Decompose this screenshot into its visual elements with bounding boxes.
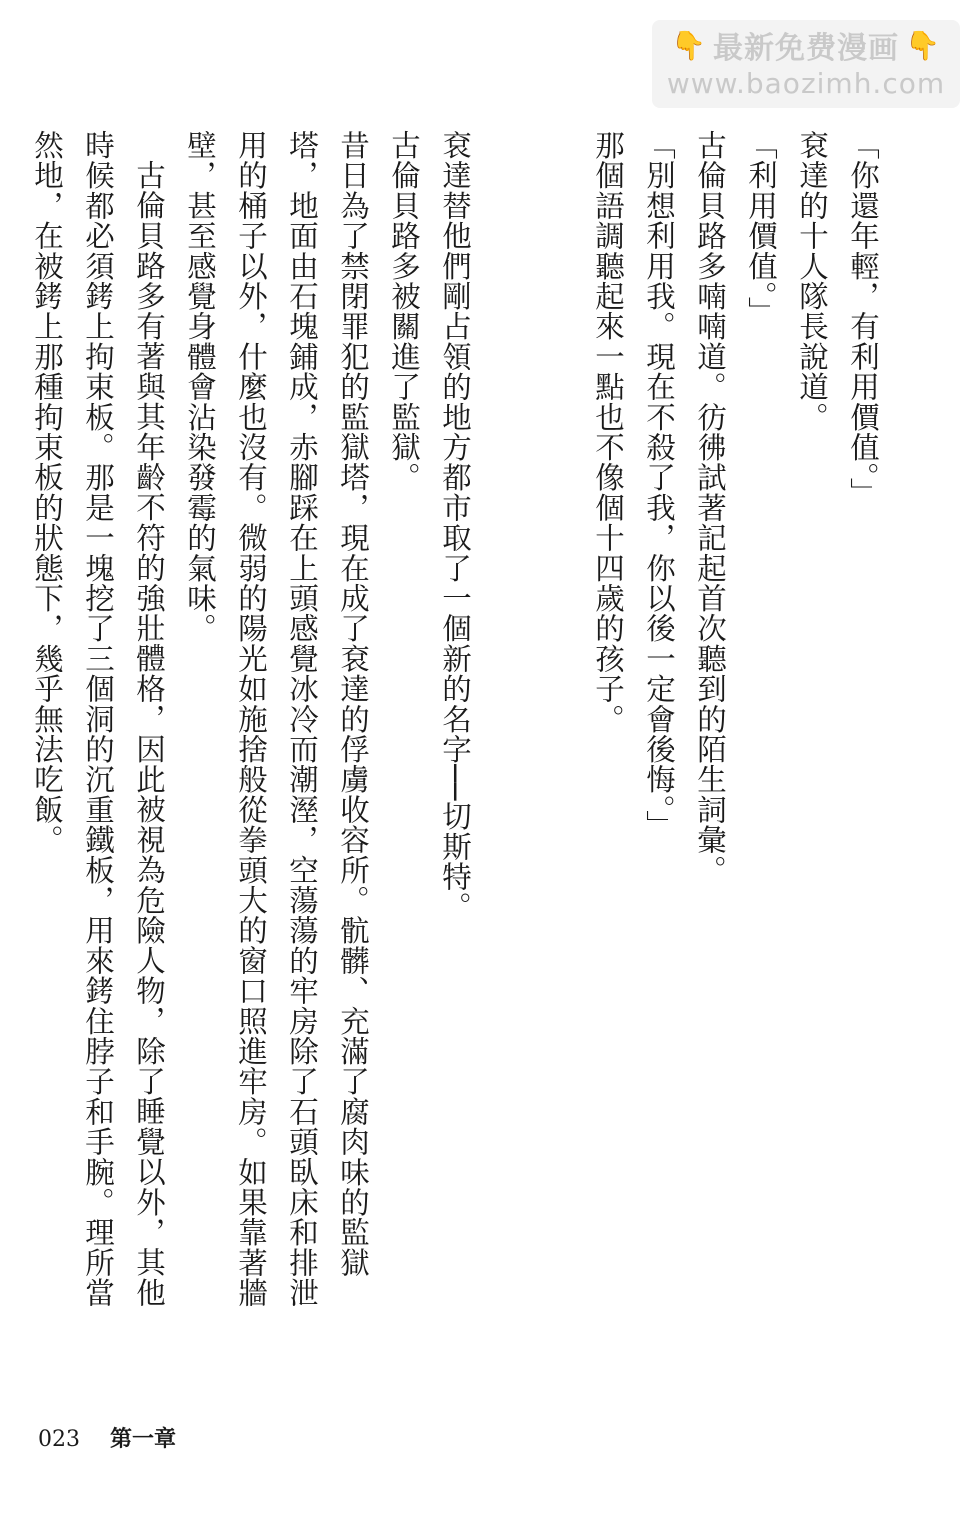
watermark-url: www.baozimh.com	[666, 67, 946, 100]
paragraph: 古倫貝路多被關進了監獄。	[387, 130, 421, 493]
watermark	[652, 20, 960, 108]
paragraph: 袞達的十人隊長說道。	[795, 130, 829, 432]
paragraph: 「別想利用我。現在不殺了我，你以後一定會後悔。」	[642, 130, 676, 841]
paragraph: 「利用價值。」	[744, 130, 778, 327]
pointing-down-hand-icon: 👇	[905, 28, 941, 62]
paragraph: 古倫貝路多喃喃道。彷彿試著記起首次聽到的陌生詞彙。	[693, 130, 727, 885]
watermark-text: 最新免费漫画	[713, 31, 899, 66]
paragraph: 昔日為了禁閉罪犯的監獄塔，現在成了袞達的俘虜收容所。骯髒、充滿了腐肉味的監獄塔，地面由石塊鋪成，赤腳踩在上頭感覺冰冷而潮溼，空蕩蕩的牢房除了石頭臥床和排泄用的桶子以外，什麼也沒有。微弱的陽光如施捨般從拳頭大的窗口照進牢房。如果靠著牆壁，甚至感覺身體會沾染發霉的氣味。	[183, 130, 370, 1308]
page-footer	[38, 1422, 176, 1453]
paragraph: 古倫貝路多有著與其年齡不符的強壯體格，因此被視為危險人物，除了睡覺以外，其他時候都必須銬上拘束板。那是一塊挖了三個洞的沉重鐵板，用來銬住脖子和手腕。理所當然地，在被銬上那種拘束板的狀態下，幾乎無法吃飯。	[30, 130, 166, 1308]
page-number: 023	[38, 1427, 80, 1452]
chapter-title: 第一章	[110, 1427, 177, 1452]
pointing-down-hand-icon: 👇	[671, 28, 707, 62]
blank-line	[480, 130, 531, 1310]
paragraph: 「你還年輕，有利用價值。」	[846, 130, 880, 508]
blank-line	[531, 130, 582, 1310]
vertical-text-body	[21, 130, 888, 1310]
paragraph: 袞達替他們剛占領的地方都市取了一個新的名字──切斯特。	[438, 130, 472, 922]
paragraph: 那個語調聽起來一點也不像個十四歲的孩子。	[591, 130, 625, 734]
